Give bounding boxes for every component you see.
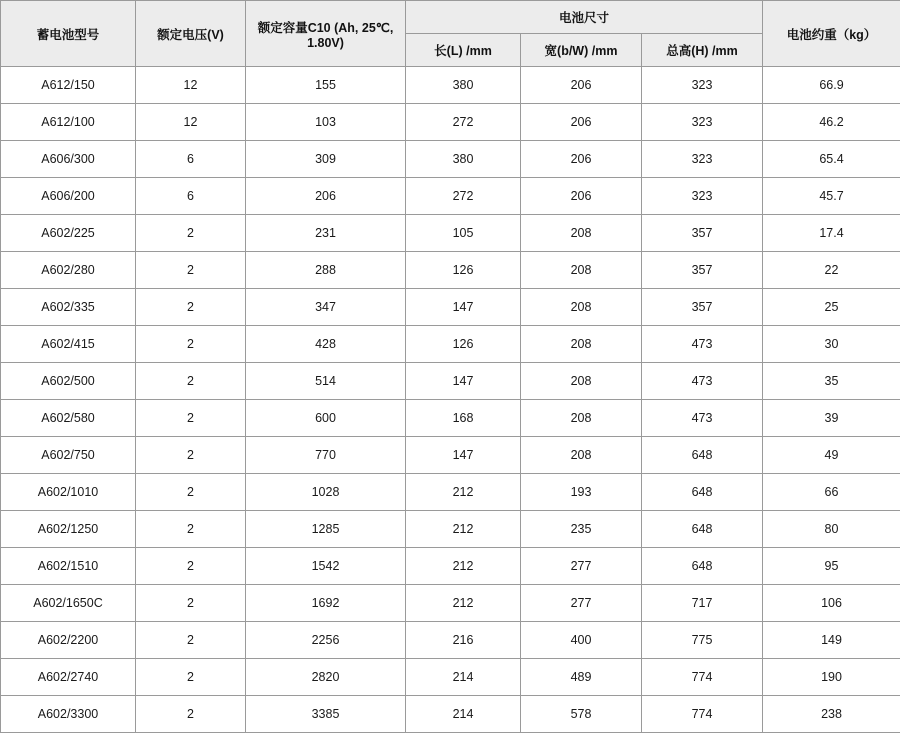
cell-length: 212 xyxy=(406,585,521,622)
cell-voltage: 2 xyxy=(136,289,246,326)
cell-height: 357 xyxy=(642,289,763,326)
cell-width: 208 xyxy=(521,363,642,400)
cell-voltage: 2 xyxy=(136,363,246,400)
cell-model: A602/580 xyxy=(1,400,136,437)
cell-length: 272 xyxy=(406,178,521,215)
cell-length: 272 xyxy=(406,104,521,141)
column-header-voltage: 额定电压(V) xyxy=(136,1,246,67)
cell-weight: 190 xyxy=(763,659,900,696)
cell-weight: 66 xyxy=(763,474,900,511)
cell-model: A602/500 xyxy=(1,363,136,400)
cell-weight: 35 xyxy=(763,363,900,400)
cell-height: 648 xyxy=(642,548,763,585)
cell-voltage: 12 xyxy=(136,67,246,104)
cell-capacity: 1542 xyxy=(246,548,406,585)
cell-weight: 30 xyxy=(763,326,900,363)
cell-width: 208 xyxy=(521,252,642,289)
cell-capacity: 600 xyxy=(246,400,406,437)
header-row-primary xyxy=(1,1,900,34)
cell-capacity: 1028 xyxy=(246,474,406,511)
cell-model: A612/150 xyxy=(1,67,136,104)
cell-width: 400 xyxy=(521,622,642,659)
table-row xyxy=(1,400,900,437)
cell-capacity: 3385 xyxy=(246,696,406,733)
table-header xyxy=(1,1,900,67)
cell-length: 105 xyxy=(406,215,521,252)
cell-model: A602/2740 xyxy=(1,659,136,696)
cell-voltage: 2 xyxy=(136,659,246,696)
cell-weight: 80 xyxy=(763,511,900,548)
cell-capacity: 1285 xyxy=(246,511,406,548)
cell-weight: 39 xyxy=(763,400,900,437)
cell-capacity: 2256 xyxy=(246,622,406,659)
cell-capacity: 309 xyxy=(246,141,406,178)
table-row xyxy=(1,215,900,252)
column-header-height: 总高(H) /mm xyxy=(642,34,763,67)
cell-weight: 25 xyxy=(763,289,900,326)
cell-model: A602/1250 xyxy=(1,511,136,548)
cell-capacity: 514 xyxy=(246,363,406,400)
cell-width: 277 xyxy=(521,548,642,585)
table-row xyxy=(1,67,900,104)
cell-height: 473 xyxy=(642,326,763,363)
cell-length: 214 xyxy=(406,659,521,696)
table-row xyxy=(1,141,900,178)
cell-voltage: 2 xyxy=(136,400,246,437)
cell-width: 208 xyxy=(521,289,642,326)
cell-weight: 66.9 xyxy=(763,67,900,104)
cell-length: 126 xyxy=(406,252,521,289)
cell-height: 717 xyxy=(642,585,763,622)
table-row xyxy=(1,585,900,622)
cell-height: 357 xyxy=(642,252,763,289)
table-row xyxy=(1,104,900,141)
cell-voltage: 2 xyxy=(136,326,246,363)
table-row xyxy=(1,178,900,215)
cell-height: 648 xyxy=(642,511,763,548)
cell-voltage: 2 xyxy=(136,511,246,548)
cell-length: 147 xyxy=(406,363,521,400)
cell-width: 206 xyxy=(521,178,642,215)
cell-voltage: 6 xyxy=(136,141,246,178)
cell-weight: 17.4 xyxy=(763,215,900,252)
table-body xyxy=(1,67,900,733)
cell-model: A602/1510 xyxy=(1,548,136,585)
table-row xyxy=(1,474,900,511)
cell-model: A612/100 xyxy=(1,104,136,141)
cell-voltage: 2 xyxy=(136,585,246,622)
cell-height: 774 xyxy=(642,696,763,733)
cell-height: 323 xyxy=(642,67,763,104)
table-row xyxy=(1,289,900,326)
cell-capacity: 770 xyxy=(246,437,406,474)
cell-weight: 106 xyxy=(763,585,900,622)
column-header-width: 宽(b/W) /mm xyxy=(521,34,642,67)
cell-model: A602/335 xyxy=(1,289,136,326)
cell-length: 214 xyxy=(406,696,521,733)
cell-length: 168 xyxy=(406,400,521,437)
cell-height: 648 xyxy=(642,474,763,511)
cell-capacity: 231 xyxy=(246,215,406,252)
cell-weight: 49 xyxy=(763,437,900,474)
cell-length: 380 xyxy=(406,141,521,178)
cell-voltage: 2 xyxy=(136,622,246,659)
table-row xyxy=(1,363,900,400)
cell-height: 473 xyxy=(642,363,763,400)
cell-capacity: 288 xyxy=(246,252,406,289)
cell-length: 212 xyxy=(406,511,521,548)
cell-model: A602/280 xyxy=(1,252,136,289)
cell-voltage: 2 xyxy=(136,437,246,474)
cell-voltage: 2 xyxy=(136,548,246,585)
column-header-weight: 电池约重（kg） xyxy=(763,1,900,67)
table-row xyxy=(1,659,900,696)
cell-width: 206 xyxy=(521,141,642,178)
table-row xyxy=(1,252,900,289)
table-row xyxy=(1,548,900,585)
cell-weight: 95 xyxy=(763,548,900,585)
cell-weight: 46.2 xyxy=(763,104,900,141)
cell-length: 380 xyxy=(406,67,521,104)
cell-width: 206 xyxy=(521,67,642,104)
cell-voltage: 6 xyxy=(136,178,246,215)
cell-width: 208 xyxy=(521,326,642,363)
cell-voltage: 2 xyxy=(136,696,246,733)
cell-capacity: 206 xyxy=(246,178,406,215)
cell-capacity: 103 xyxy=(246,104,406,141)
table-row xyxy=(1,696,900,733)
cell-weight: 238 xyxy=(763,696,900,733)
cell-voltage: 2 xyxy=(136,215,246,252)
cell-model: A602/2200 xyxy=(1,622,136,659)
cell-width: 193 xyxy=(521,474,642,511)
cell-model: A602/1010 xyxy=(1,474,136,511)
cell-weight: 45.7 xyxy=(763,178,900,215)
cell-model: A602/225 xyxy=(1,215,136,252)
cell-width: 208 xyxy=(521,215,642,252)
cell-width: 277 xyxy=(521,585,642,622)
column-header-length: 长(L) /mm xyxy=(406,34,521,67)
cell-length: 147 xyxy=(406,289,521,326)
cell-height: 323 xyxy=(642,104,763,141)
cell-model: A602/750 xyxy=(1,437,136,474)
column-header-capacity: 额定容量C10 (Ah, 25℃, 1.80V) xyxy=(246,1,406,67)
cell-voltage: 2 xyxy=(136,252,246,289)
cell-weight: 149 xyxy=(763,622,900,659)
cell-voltage: 12 xyxy=(136,104,246,141)
cell-model: A602/415 xyxy=(1,326,136,363)
table-row xyxy=(1,622,900,659)
cell-width: 208 xyxy=(521,400,642,437)
cell-capacity: 428 xyxy=(246,326,406,363)
column-header-dimensions-group: 电池尺寸 xyxy=(406,1,763,34)
cell-length: 212 xyxy=(406,548,521,585)
cell-length: 126 xyxy=(406,326,521,363)
cell-width: 206 xyxy=(521,104,642,141)
cell-length: 147 xyxy=(406,437,521,474)
cell-model: A602/1650C xyxy=(1,585,136,622)
cell-capacity: 2820 xyxy=(246,659,406,696)
cell-height: 473 xyxy=(642,400,763,437)
cell-height: 774 xyxy=(642,659,763,696)
cell-model: A606/300 xyxy=(1,141,136,178)
table-row xyxy=(1,326,900,363)
cell-height: 357 xyxy=(642,215,763,252)
cell-height: 648 xyxy=(642,437,763,474)
cell-model: A606/200 xyxy=(1,178,136,215)
cell-weight: 65.4 xyxy=(763,141,900,178)
cell-voltage: 2 xyxy=(136,474,246,511)
column-header-model: 蓄电池型号 xyxy=(1,1,136,67)
cell-height: 323 xyxy=(642,178,763,215)
table-row xyxy=(1,511,900,548)
cell-weight: 22 xyxy=(763,252,900,289)
cell-length: 216 xyxy=(406,622,521,659)
cell-width: 235 xyxy=(521,511,642,548)
cell-model: A602/3300 xyxy=(1,696,136,733)
table-row xyxy=(1,437,900,474)
cell-capacity: 155 xyxy=(246,67,406,104)
cell-width: 208 xyxy=(521,437,642,474)
cell-height: 775 xyxy=(642,622,763,659)
cell-width: 578 xyxy=(521,696,642,733)
cell-height: 323 xyxy=(642,141,763,178)
cell-capacity: 347 xyxy=(246,289,406,326)
cell-capacity: 1692 xyxy=(246,585,406,622)
cell-length: 212 xyxy=(406,474,521,511)
cell-width: 489 xyxy=(521,659,642,696)
